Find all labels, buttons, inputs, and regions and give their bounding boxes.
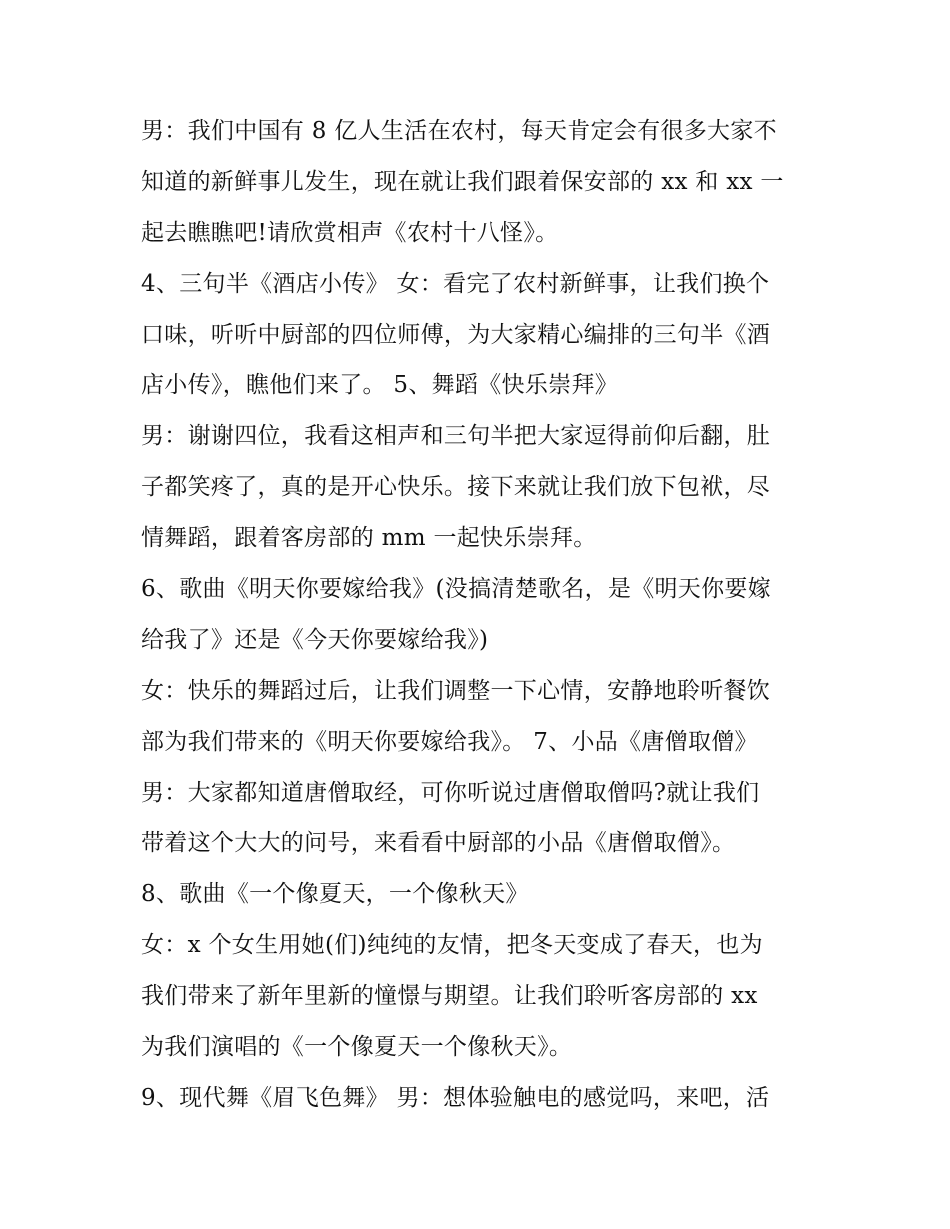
text-line: 女：快乐的舞蹈过后，让我们调整一下心情，安静地聆听餐饮 <box>141 677 771 704</box>
text-line: 8、歌曲《一个像夏天，一个像秋天》 <box>141 881 529 908</box>
text-line: 带着这个大大的问号，来看看中厨部的小品《唐僧取僧》。 <box>141 830 736 857</box>
text-line: 情舞蹈，跟着客房部的 mm 一起快乐崇拜。 <box>141 525 597 552</box>
document-body <box>141 106 821 1124</box>
text-line: 男：大家都知道唐僧取经，可你听说过唐僧取僧吗?就让我们 <box>141 779 760 806</box>
text-line: 店小传》，瞧他们来了。 5、舞蹈《快乐崇拜》 <box>141 372 619 399</box>
text-line: 口味，听听中厨部的四位师傅，为大家精心编排的三句半《酒 <box>141 321 771 348</box>
text-line: 给我了》还是《今天你要嫁给我》) <box>141 626 489 653</box>
text-line: 知道的新鲜事儿发生，现在就让我们跟着保安部的 xx 和 xx 一 <box>141 168 784 195</box>
text-line: 为我们演唱的《一个像夏天一个像秋天》。 <box>141 1034 573 1061</box>
text-line: 部为我们带来的《明天你要嫁给我》。 7、小品《唐僧取僧》 <box>141 728 758 755</box>
text-line: 女：x 个女生用她(们)纯纯的友情，把冬天变成了春天，也为 <box>141 932 763 959</box>
text-line: 9、现代舞《眉飞色舞》 男：想体验触电的感觉吗，来吧，活 <box>141 1084 770 1111</box>
text-line: 我们带来了新年里新的憧憬与期望。让我们聆听客房部的 xx <box>141 983 758 1010</box>
text-line: 男：我们中国有 8 亿人生活在农村，每天肯定会有很多大家不 <box>141 118 777 144</box>
text-line: 子都笑疼了，真的是开心快乐。接下来就让我们放下包袱，尽 <box>141 474 771 501</box>
text-line: 起去瞧瞧吧!请欣赏相声《农村十八怪》。 <box>141 219 559 246</box>
text-line: 6、歌曲《明天你要嫁给我》(没搞清楚歌名，是《明天你要嫁 <box>141 576 772 603</box>
text-line: 4、三句半《酒店小传》 女：看完了农村新鲜事，让我们换个 <box>141 270 770 297</box>
text-line: 男：谢谢四位，我看这相声和三句半把大家逗得前仰后翻，肚 <box>141 423 771 450</box>
